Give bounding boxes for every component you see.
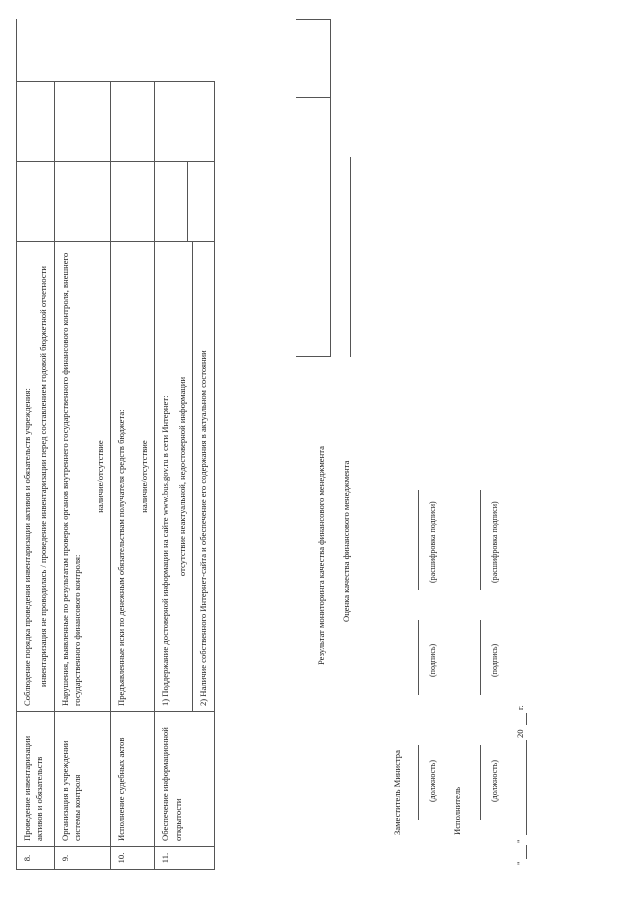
score-cell [55, 81, 111, 161]
rating-label: Оценка качества финансового менеджмента [341, 460, 351, 622]
date-quote-close: " [515, 839, 525, 843]
deputy-decoding-line [418, 490, 419, 590]
criterion-cell [111, 241, 155, 711]
value-cell [155, 161, 214, 241]
sub-criterion-1 [155, 242, 193, 711]
table-row [111, 19, 155, 869]
criterion-value: инвентаризация не проводилась / проведение инвентаризации перед составлением годовой бюджетной отчетности [38, 266, 49, 687]
criterion-text: Нарушения, выявленные по результатам проверок органов внутреннего государственного финансового контроля, внешнего государственного финансового контроля: [59, 252, 83, 706]
result-box [296, 19, 331, 357]
criterion-text: Предъявленные иски по денежным обязательствам получателя средств бюджета: [116, 409, 127, 706]
criterion-value: отсутствие неактуальной, недостоверной информации [176, 376, 187, 577]
criterion-value: наличие/отсутствие [94, 440, 105, 513]
criterion-text: Соблюдение порядка проведения инвентаризации активов и обязательств учреждения: [22, 388, 32, 706]
executor-decoding-line [480, 490, 481, 590]
table-row [55, 19, 111, 869]
executor-position-line [480, 745, 481, 820]
deputy-signature-caption: (подпись) [428, 643, 437, 677]
criterion-cell [155, 241, 214, 711]
deputy-signature-line [418, 620, 419, 695]
date-year-suffix: г. [515, 705, 525, 710]
value-cell [111, 161, 155, 241]
deputy-label: Заместитель Министра [392, 750, 402, 835]
value-cell [55, 161, 111, 241]
indicator-name: Проведение инвентаризации активов и обязательств [17, 711, 55, 846]
date-month-line [526, 740, 527, 835]
row-number: 8. [17, 846, 55, 869]
executor-decoding-caption: (расшифровка подписи) [490, 501, 499, 583]
sub-criterion-2 [193, 242, 213, 711]
indicator-name: Обеспечение информационной открытости [155, 711, 214, 846]
row-number: 10. [111, 846, 155, 869]
date-year-line [526, 713, 527, 725]
rating-line [350, 157, 351, 357]
monitoring-table [16, 19, 215, 870]
value-cell [17, 161, 55, 241]
executor-position-caption: (должность) [490, 760, 499, 802]
table-row [17, 19, 55, 869]
row-number: 11. [155, 846, 214, 869]
score-cell [17, 81, 55, 161]
indicator-name: Исполнение судебных актов [111, 711, 155, 846]
criterion-cell [55, 241, 111, 711]
row-number: 9. [55, 846, 111, 869]
deputy-position-caption: (должность) [428, 760, 437, 802]
criterion-value: наличие/отсутствие [138, 440, 149, 513]
deputy-position-line [418, 745, 419, 820]
executor-label: Исполнитель [452, 786, 462, 835]
date-day-line [526, 845, 527, 859]
table-row [155, 19, 214, 869]
executor-signature-line [480, 620, 481, 695]
criterion-text: 1) Поддержание достоверной информации на сайте www.bus.gov.ru в сети Интернет: [160, 395, 171, 706]
date-quote-open: " [515, 861, 525, 865]
indicator-name: Организация в учреждении системы контроля [55, 711, 111, 846]
score-cell [111, 81, 155, 161]
result-label: Результат мониторинга качества финансового менеджмента [316, 446, 326, 665]
date-year-prefix: 20 [515, 729, 525, 738]
criterion-text: 2) Наличие собственного Интернет-сайта и обеспечение его содержания в актуальном состоянии [198, 350, 209, 706]
score-cell [155, 81, 214, 161]
deputy-decoding-caption: (расшифровка подписи) [428, 501, 437, 583]
executor-signature-caption: (подпись) [490, 643, 499, 677]
criterion-cell [17, 241, 55, 711]
